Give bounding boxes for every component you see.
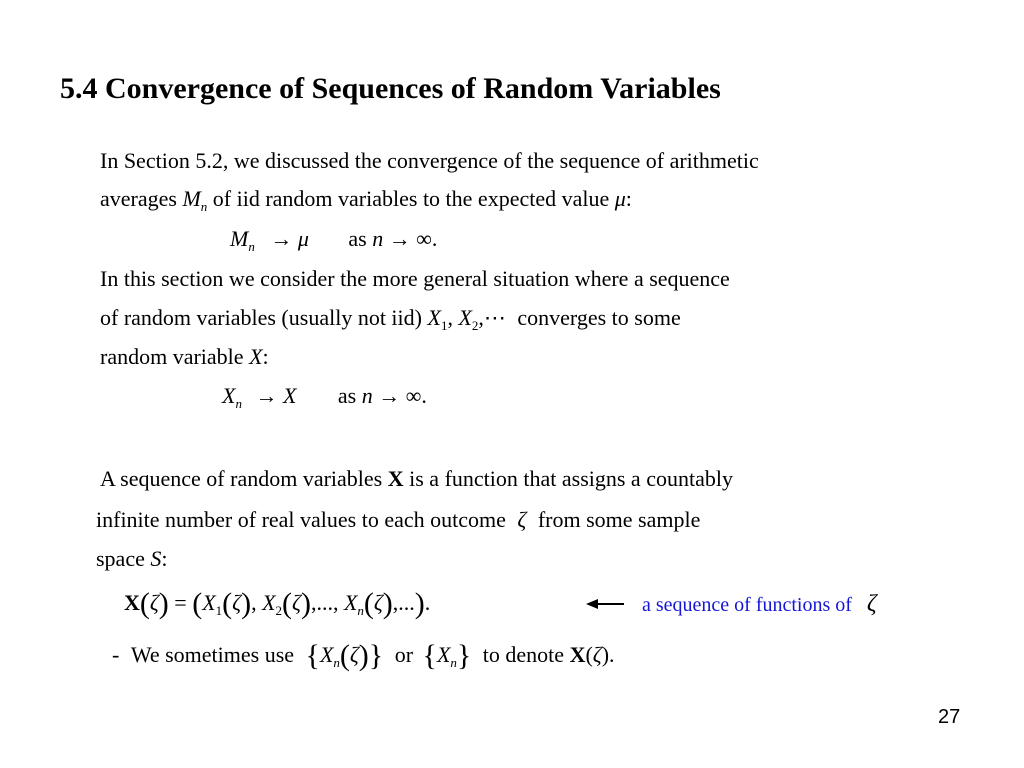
math-M: M xyxy=(182,186,201,211)
math-zeta: ζ xyxy=(349,642,359,667)
text: infinite number of real values to each outcome xyxy=(96,507,506,532)
math-sub-2: 2 xyxy=(471,318,479,333)
text: of random variables (usually not iid) xyxy=(100,305,422,330)
text: to denote xyxy=(482,642,565,667)
math-sub-n: n xyxy=(248,239,255,254)
open-paren: ( xyxy=(585,642,593,667)
text: is a function that assigns a countably xyxy=(409,466,733,491)
period: . xyxy=(424,590,431,615)
equation-2 xyxy=(222,383,427,409)
paren: ( xyxy=(282,587,293,620)
para1-line2 xyxy=(100,186,632,212)
math-sub-n: n xyxy=(235,396,242,411)
equals: = xyxy=(174,590,187,615)
paren: ) xyxy=(358,639,369,672)
paren: ( xyxy=(139,587,150,620)
math-X: X xyxy=(282,383,297,408)
math-zeta: ζ xyxy=(292,590,301,615)
bold-X: X xyxy=(569,642,586,667)
brace: { xyxy=(422,639,437,672)
bold-X: X xyxy=(387,466,404,491)
annotation-text: a sequence of functions of xyxy=(642,594,852,616)
comma: , xyxy=(332,590,339,615)
colon: : xyxy=(262,344,269,369)
math-sub-2: 2 xyxy=(275,603,283,618)
arrow: → xyxy=(255,383,278,408)
ellipsis: ... xyxy=(398,590,415,615)
infinity: ∞. xyxy=(416,226,438,251)
annotation-label xyxy=(642,591,877,618)
math-mu: μ xyxy=(614,186,626,211)
para3-line2 xyxy=(96,507,700,533)
comma: , xyxy=(392,590,399,615)
math-mu: μ xyxy=(297,226,309,251)
paren: ) xyxy=(158,587,169,620)
arrow: → xyxy=(270,226,293,251)
slide-title: 5.4 Convergence of Sequences of Random Variables xyxy=(60,72,721,105)
page-number: 27 xyxy=(938,706,961,728)
math-zeta: ζ xyxy=(149,590,159,615)
para2-line1: In this section we consider the more general situation where a sequence xyxy=(100,266,730,291)
math-X: X xyxy=(262,590,276,615)
dash: - xyxy=(112,642,120,667)
math-sub-n: n xyxy=(200,199,208,214)
para2-line3 xyxy=(100,344,269,370)
math-X: X xyxy=(343,590,358,615)
paren: ) xyxy=(382,587,393,620)
note-line xyxy=(112,639,615,672)
text: or xyxy=(394,642,414,667)
left-arrow-icon xyxy=(586,596,626,612)
comma: , xyxy=(251,590,257,615)
math-zeta: ζ xyxy=(232,590,242,615)
math-S: S xyxy=(150,546,162,571)
paren: ) xyxy=(241,587,252,620)
math-zeta: ζ xyxy=(373,590,383,615)
brace: } xyxy=(368,639,384,672)
paren: ( xyxy=(222,587,233,620)
bold-X: X xyxy=(124,590,140,615)
arrow: → xyxy=(378,383,401,408)
brace: { xyxy=(305,639,320,672)
math-sub-n: n xyxy=(357,603,364,618)
para1-line1: In Section 5.2, we discussed the convergence of the sequence of arithmetic xyxy=(100,148,759,173)
paren: ( xyxy=(192,587,203,620)
infinity: ∞. xyxy=(405,383,427,408)
comma: , xyxy=(478,305,484,330)
math-X: X xyxy=(249,344,263,369)
equation-3 xyxy=(124,587,431,620)
as-text: as xyxy=(348,226,367,251)
math-sub-1: 1 xyxy=(440,318,448,333)
colon: : xyxy=(161,546,168,571)
as-text: as xyxy=(337,383,357,408)
comma: , xyxy=(447,305,453,330)
math-zeta: ζ xyxy=(517,507,527,532)
math-n: n xyxy=(361,383,373,408)
para3-line1 xyxy=(100,466,733,492)
math-sub-n: n xyxy=(333,655,340,670)
colon: : xyxy=(625,186,632,211)
paren: ) xyxy=(300,587,311,620)
text: We sometimes use xyxy=(130,642,295,667)
math-sub-1: 1 xyxy=(215,603,223,618)
para2-line2 xyxy=(100,305,681,331)
math-X: X xyxy=(202,590,216,615)
math-X: X xyxy=(222,383,236,408)
math-X: X xyxy=(319,642,334,667)
arrow: → xyxy=(388,226,411,251)
text: random variable xyxy=(100,344,244,369)
math-zeta: ζ xyxy=(866,591,877,617)
text: from some sample xyxy=(537,507,701,532)
math-zeta: ζ xyxy=(592,642,602,667)
math-M: M xyxy=(230,226,249,251)
math-n: n xyxy=(372,226,384,251)
paren: ( xyxy=(363,587,374,620)
ellipsis: ... xyxy=(316,590,333,615)
cdots: ⋯ xyxy=(483,305,506,330)
math-X: X xyxy=(427,305,441,330)
text: of iid random variables to the expected value xyxy=(212,186,610,211)
math-sub-n: n xyxy=(450,655,457,670)
paren: ( xyxy=(339,639,350,672)
math-X: X xyxy=(436,642,451,667)
text: averages xyxy=(100,186,177,211)
equation-1 xyxy=(230,226,437,252)
text: A sequence of random variables xyxy=(100,466,383,491)
brace: } xyxy=(456,639,472,672)
text: space xyxy=(96,546,145,571)
comma: , xyxy=(310,590,317,615)
text: converges to some xyxy=(517,305,681,330)
math-X: X xyxy=(458,305,472,330)
paren: ) xyxy=(414,587,425,620)
para3-line3 xyxy=(96,546,167,572)
close: ). xyxy=(601,642,615,667)
